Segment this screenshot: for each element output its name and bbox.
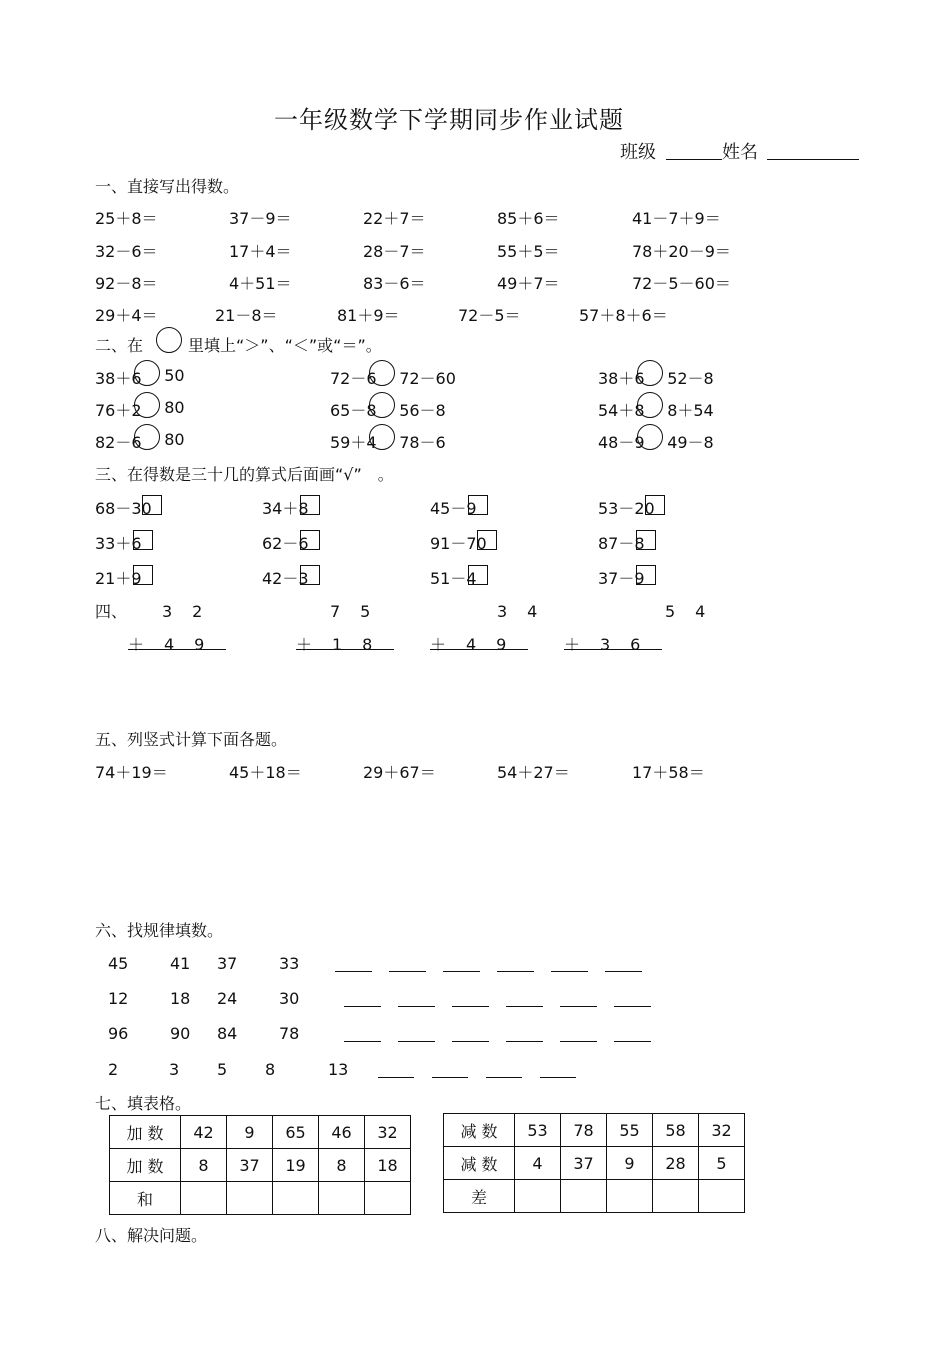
- table-row: [110, 1149, 411, 1182]
- vertical-bottom-number: ＋ 4 9: [128, 635, 207, 654]
- check-box[interactable]: [300, 565, 320, 585]
- compare-circle[interactable]: [637, 360, 663, 386]
- table-cell: 42: [181, 1116, 227, 1149]
- s5-heading: 五、列竖式计算下面各题。: [95, 730, 288, 749]
- check-expression: 21＋9: [95, 569, 142, 588]
- compare-circle[interactable]: [369, 360, 395, 386]
- vertical-calc-problem: 45＋18＝: [229, 763, 302, 782]
- table-cell: 32: [699, 1114, 745, 1147]
- arith-problem: 72－5＝: [458, 306, 521, 325]
- pattern-blank[interactable]: [344, 1041, 381, 1042]
- check-expression: 53－20: [598, 499, 655, 518]
- arith-problem: 4＋51＝: [229, 274, 292, 293]
- check-box[interactable]: [300, 530, 320, 550]
- table-row: [110, 1182, 411, 1215]
- pattern-blank[interactable]: [551, 971, 588, 972]
- compare-left: 38＋6: [598, 369, 645, 388]
- pattern-number: 78: [279, 1024, 300, 1043]
- compare-right: 78－6: [399, 433, 446, 452]
- arith-problem: 22＋7＝: [363, 209, 426, 228]
- arith-problem: 49＋7＝: [497, 274, 560, 293]
- compare-right: 8＋54: [667, 401, 714, 420]
- vertical-calc-problem: 29＋67＝: [363, 763, 436, 782]
- vertical-bottom-number: ＋ 1 8: [296, 635, 375, 654]
- pattern-number: 24: [217, 989, 238, 1008]
- arith-problem: 25＋8＝: [95, 209, 158, 228]
- compare-left: 38＋6: [95, 369, 142, 388]
- check-box[interactable]: [477, 530, 497, 550]
- table-cell: 19: [273, 1149, 319, 1182]
- vertical-calc-problem: 54＋27＝: [497, 763, 570, 782]
- check-expression: 45－9: [430, 499, 477, 518]
- arith-problem: 29＋4＝: [95, 306, 158, 325]
- pattern-blank[interactable]: [486, 1077, 522, 1078]
- check-box[interactable]: [133, 530, 153, 550]
- compare-left: 59＋4: [330, 433, 377, 452]
- table-row-header: 加 数: [110, 1149, 181, 1182]
- compare-right: 80: [164, 430, 185, 449]
- compare-left: 48－9: [598, 433, 645, 452]
- vertical-calc-problem: 17＋58＝: [632, 763, 705, 782]
- page-title: 一年级数学下学期同步作业试题: [274, 106, 624, 134]
- compare-left: 65－8: [330, 401, 377, 420]
- pattern-number: 2: [108, 1060, 119, 1079]
- addition-table: [109, 1115, 411, 1215]
- pattern-blank[interactable]: [560, 1006, 597, 1007]
- arith-problem: 83－6＝: [363, 274, 426, 293]
- check-expression: 87－8: [598, 534, 645, 553]
- vertical-underline: [296, 649, 394, 650]
- arith-problem: 57＋8＋6＝: [579, 306, 668, 325]
- s4-heading: 四、: [95, 602, 128, 621]
- s2-heading-b: 里填上“＞”、“＜”或“＝”。: [188, 336, 382, 355]
- vertical-calc-problem: 74＋19＝: [95, 763, 168, 782]
- class-blank[interactable]: [666, 159, 722, 160]
- table-cell: 8: [319, 1149, 365, 1182]
- compare-left: 76＋2: [95, 401, 142, 420]
- arith-problem: 81＋9＝: [337, 306, 400, 325]
- arith-problem: 32－6＝: [95, 242, 158, 261]
- table-cell: 55: [607, 1114, 653, 1147]
- answer-cell[interactable]: [273, 1182, 319, 1215]
- pattern-number: 90: [170, 1024, 191, 1043]
- compare-left: 54＋8: [598, 401, 645, 420]
- pattern-blank[interactable]: [506, 1041, 543, 1042]
- pattern-number: 84: [217, 1024, 238, 1043]
- vertical-underline: [564, 649, 662, 650]
- table-cell: 5: [699, 1147, 745, 1180]
- check-expression: 51－4: [430, 569, 477, 588]
- answer-cell[interactable]: [561, 1180, 607, 1213]
- compare-circle[interactable]: [637, 392, 663, 418]
- compare-circle[interactable]: [134, 360, 160, 386]
- check-box[interactable]: [300, 495, 320, 515]
- s1-heading: 一、直接写出得数。: [95, 177, 240, 196]
- check-expression: 34＋8: [262, 499, 309, 518]
- answer-cell[interactable]: [319, 1182, 365, 1215]
- arith-problem: 78＋20－9＝: [632, 242, 731, 261]
- pattern-number: 18: [170, 989, 191, 1008]
- pattern-number: 41: [170, 954, 191, 973]
- table-row: [444, 1147, 745, 1180]
- pattern-blank[interactable]: [497, 971, 534, 972]
- pattern-number: 13: [328, 1060, 349, 1079]
- pattern-number: 8: [265, 1060, 276, 1079]
- table-cell: 78: [561, 1114, 607, 1147]
- compare-right: 50: [164, 366, 185, 385]
- vertical-underline: [128, 649, 226, 650]
- vertical-top-number: 3 2: [162, 602, 205, 621]
- compare-circle[interactable]: [637, 424, 663, 450]
- s2-heading-a: 二、在: [95, 336, 144, 355]
- pattern-blank[interactable]: [614, 1041, 651, 1042]
- pattern-blank[interactable]: [389, 971, 426, 972]
- pattern-number: 96: [108, 1024, 129, 1043]
- check-box[interactable]: [636, 530, 656, 550]
- pattern-number: 30: [279, 989, 300, 1008]
- check-expression: 33＋6: [95, 534, 142, 553]
- check-expression: 62－6: [262, 534, 309, 553]
- compare-right: 80: [164, 398, 185, 417]
- table-cell: 4: [515, 1147, 561, 1180]
- pattern-blank[interactable]: [344, 1006, 381, 1007]
- pattern-blank[interactable]: [432, 1077, 468, 1078]
- answer-cell[interactable]: [181, 1182, 227, 1215]
- answer-cell[interactable]: [699, 1180, 745, 1213]
- table-cell: 37: [227, 1149, 273, 1182]
- check-box[interactable]: [133, 565, 153, 585]
- s7-heading: 七、填表格。: [95, 1094, 192, 1113]
- table-row: [110, 1116, 411, 1149]
- table-cell: 8: [181, 1149, 227, 1182]
- vertical-top-number: 3 4: [497, 602, 540, 621]
- table-cell: 32: [365, 1116, 411, 1149]
- pattern-blank[interactable]: [398, 1041, 435, 1042]
- vertical-top-number: 5 4: [665, 602, 708, 621]
- table-cell: 37: [561, 1147, 607, 1180]
- arith-problem: 41－7＋9＝: [632, 209, 721, 228]
- s6-heading: 六、找规律填数。: [95, 921, 224, 940]
- answer-cell[interactable]: [515, 1180, 561, 1213]
- pattern-blank[interactable]: [398, 1006, 435, 1007]
- compare-right: 49－8: [667, 433, 714, 452]
- compare-circle[interactable]: [134, 392, 160, 418]
- name-blank[interactable]: [767, 159, 859, 160]
- compare-right: 52－8: [667, 369, 714, 388]
- pattern-number: 12: [108, 989, 129, 1008]
- compare-circle[interactable]: [134, 424, 160, 450]
- arith-problem: 85＋6＝: [497, 209, 560, 228]
- s3-heading: 三、在得数是三十几的算式后面画“√” 。: [95, 465, 394, 484]
- table-cell: 65: [273, 1116, 319, 1149]
- table-row-header: 差: [444, 1180, 515, 1213]
- arith-problem: 21－8＝: [215, 306, 278, 325]
- table-cell: 53: [515, 1114, 561, 1147]
- name-label: 姓名: [722, 142, 758, 163]
- table-cell: 18: [365, 1149, 411, 1182]
- pattern-blank[interactable]: [540, 1077, 576, 1078]
- pattern-blank[interactable]: [605, 971, 642, 972]
- answer-cell[interactable]: [227, 1182, 273, 1215]
- pattern-blank[interactable]: [378, 1077, 414, 1078]
- table-cell: 9: [607, 1147, 653, 1180]
- table-row: [444, 1114, 745, 1147]
- vertical-bottom-number: ＋ 4 9: [430, 635, 509, 654]
- arith-problem: 55＋5＝: [497, 242, 560, 261]
- vertical-underline: [430, 649, 528, 650]
- compare-left: 72－6: [330, 369, 377, 388]
- vertical-top-number: 7 5: [330, 602, 373, 621]
- pattern-number: 37: [217, 954, 238, 973]
- pattern-blank[interactable]: [443, 971, 480, 972]
- vertical-bottom-number: ＋ 3 6: [564, 635, 643, 654]
- check-expression: 68－30: [95, 499, 152, 518]
- compare-left: 82－6: [95, 433, 142, 452]
- table-cell: 9: [227, 1116, 273, 1149]
- pattern-number: 33: [279, 954, 300, 973]
- table-cell: 58: [653, 1114, 699, 1147]
- pattern-blank[interactable]: [614, 1006, 651, 1007]
- pattern-blank[interactable]: [560, 1041, 597, 1042]
- s8-heading: 八、解决问题。: [95, 1226, 208, 1245]
- arith-problem: 72－5－60＝: [632, 274, 731, 293]
- table-row-header: 加 数: [110, 1116, 181, 1149]
- compare-right: 72－60: [399, 369, 456, 388]
- pattern-blank[interactable]: [335, 971, 372, 972]
- check-expression: 37－9: [598, 569, 645, 588]
- pattern-number: 45: [108, 954, 129, 973]
- check-box[interactable]: [468, 565, 488, 585]
- arith-problem: 17＋4＝: [229, 242, 292, 261]
- compare-right: 56－8: [399, 401, 446, 420]
- check-expression: 42－3: [262, 569, 309, 588]
- pattern-blank[interactable]: [452, 1006, 489, 1007]
- table-row-header: 和: [110, 1182, 181, 1215]
- check-box[interactable]: [645, 495, 665, 515]
- answer-cell[interactable]: [607, 1180, 653, 1213]
- check-box[interactable]: [142, 495, 162, 515]
- pattern-number: 5: [217, 1060, 228, 1079]
- answer-cell[interactable]: [365, 1182, 411, 1215]
- table-row: [444, 1180, 745, 1213]
- class-label: 班级: [620, 142, 656, 163]
- table-row-header: 减 数: [444, 1114, 515, 1147]
- table-cell: 28: [653, 1147, 699, 1180]
- check-expression: 91－70: [430, 534, 487, 553]
- compare-circle[interactable]: [369, 392, 395, 418]
- subtraction-table: [443, 1113, 745, 1213]
- pattern-number: 3: [169, 1060, 180, 1079]
- compare-circle[interactable]: [369, 424, 395, 450]
- pattern-blank[interactable]: [506, 1006, 543, 1007]
- arith-problem: 37－9＝: [229, 209, 292, 228]
- table-row-header: 减 数: [444, 1147, 515, 1180]
- check-box[interactable]: [636, 565, 656, 585]
- arith-problem: 28－7＝: [363, 242, 426, 261]
- pattern-blank[interactable]: [452, 1041, 489, 1042]
- arith-problem: 92－8＝: [95, 274, 158, 293]
- check-box[interactable]: [468, 495, 488, 515]
- table-cell: 46: [319, 1116, 365, 1149]
- circle-icon: [156, 327, 182, 353]
- answer-cell[interactable]: [653, 1180, 699, 1213]
